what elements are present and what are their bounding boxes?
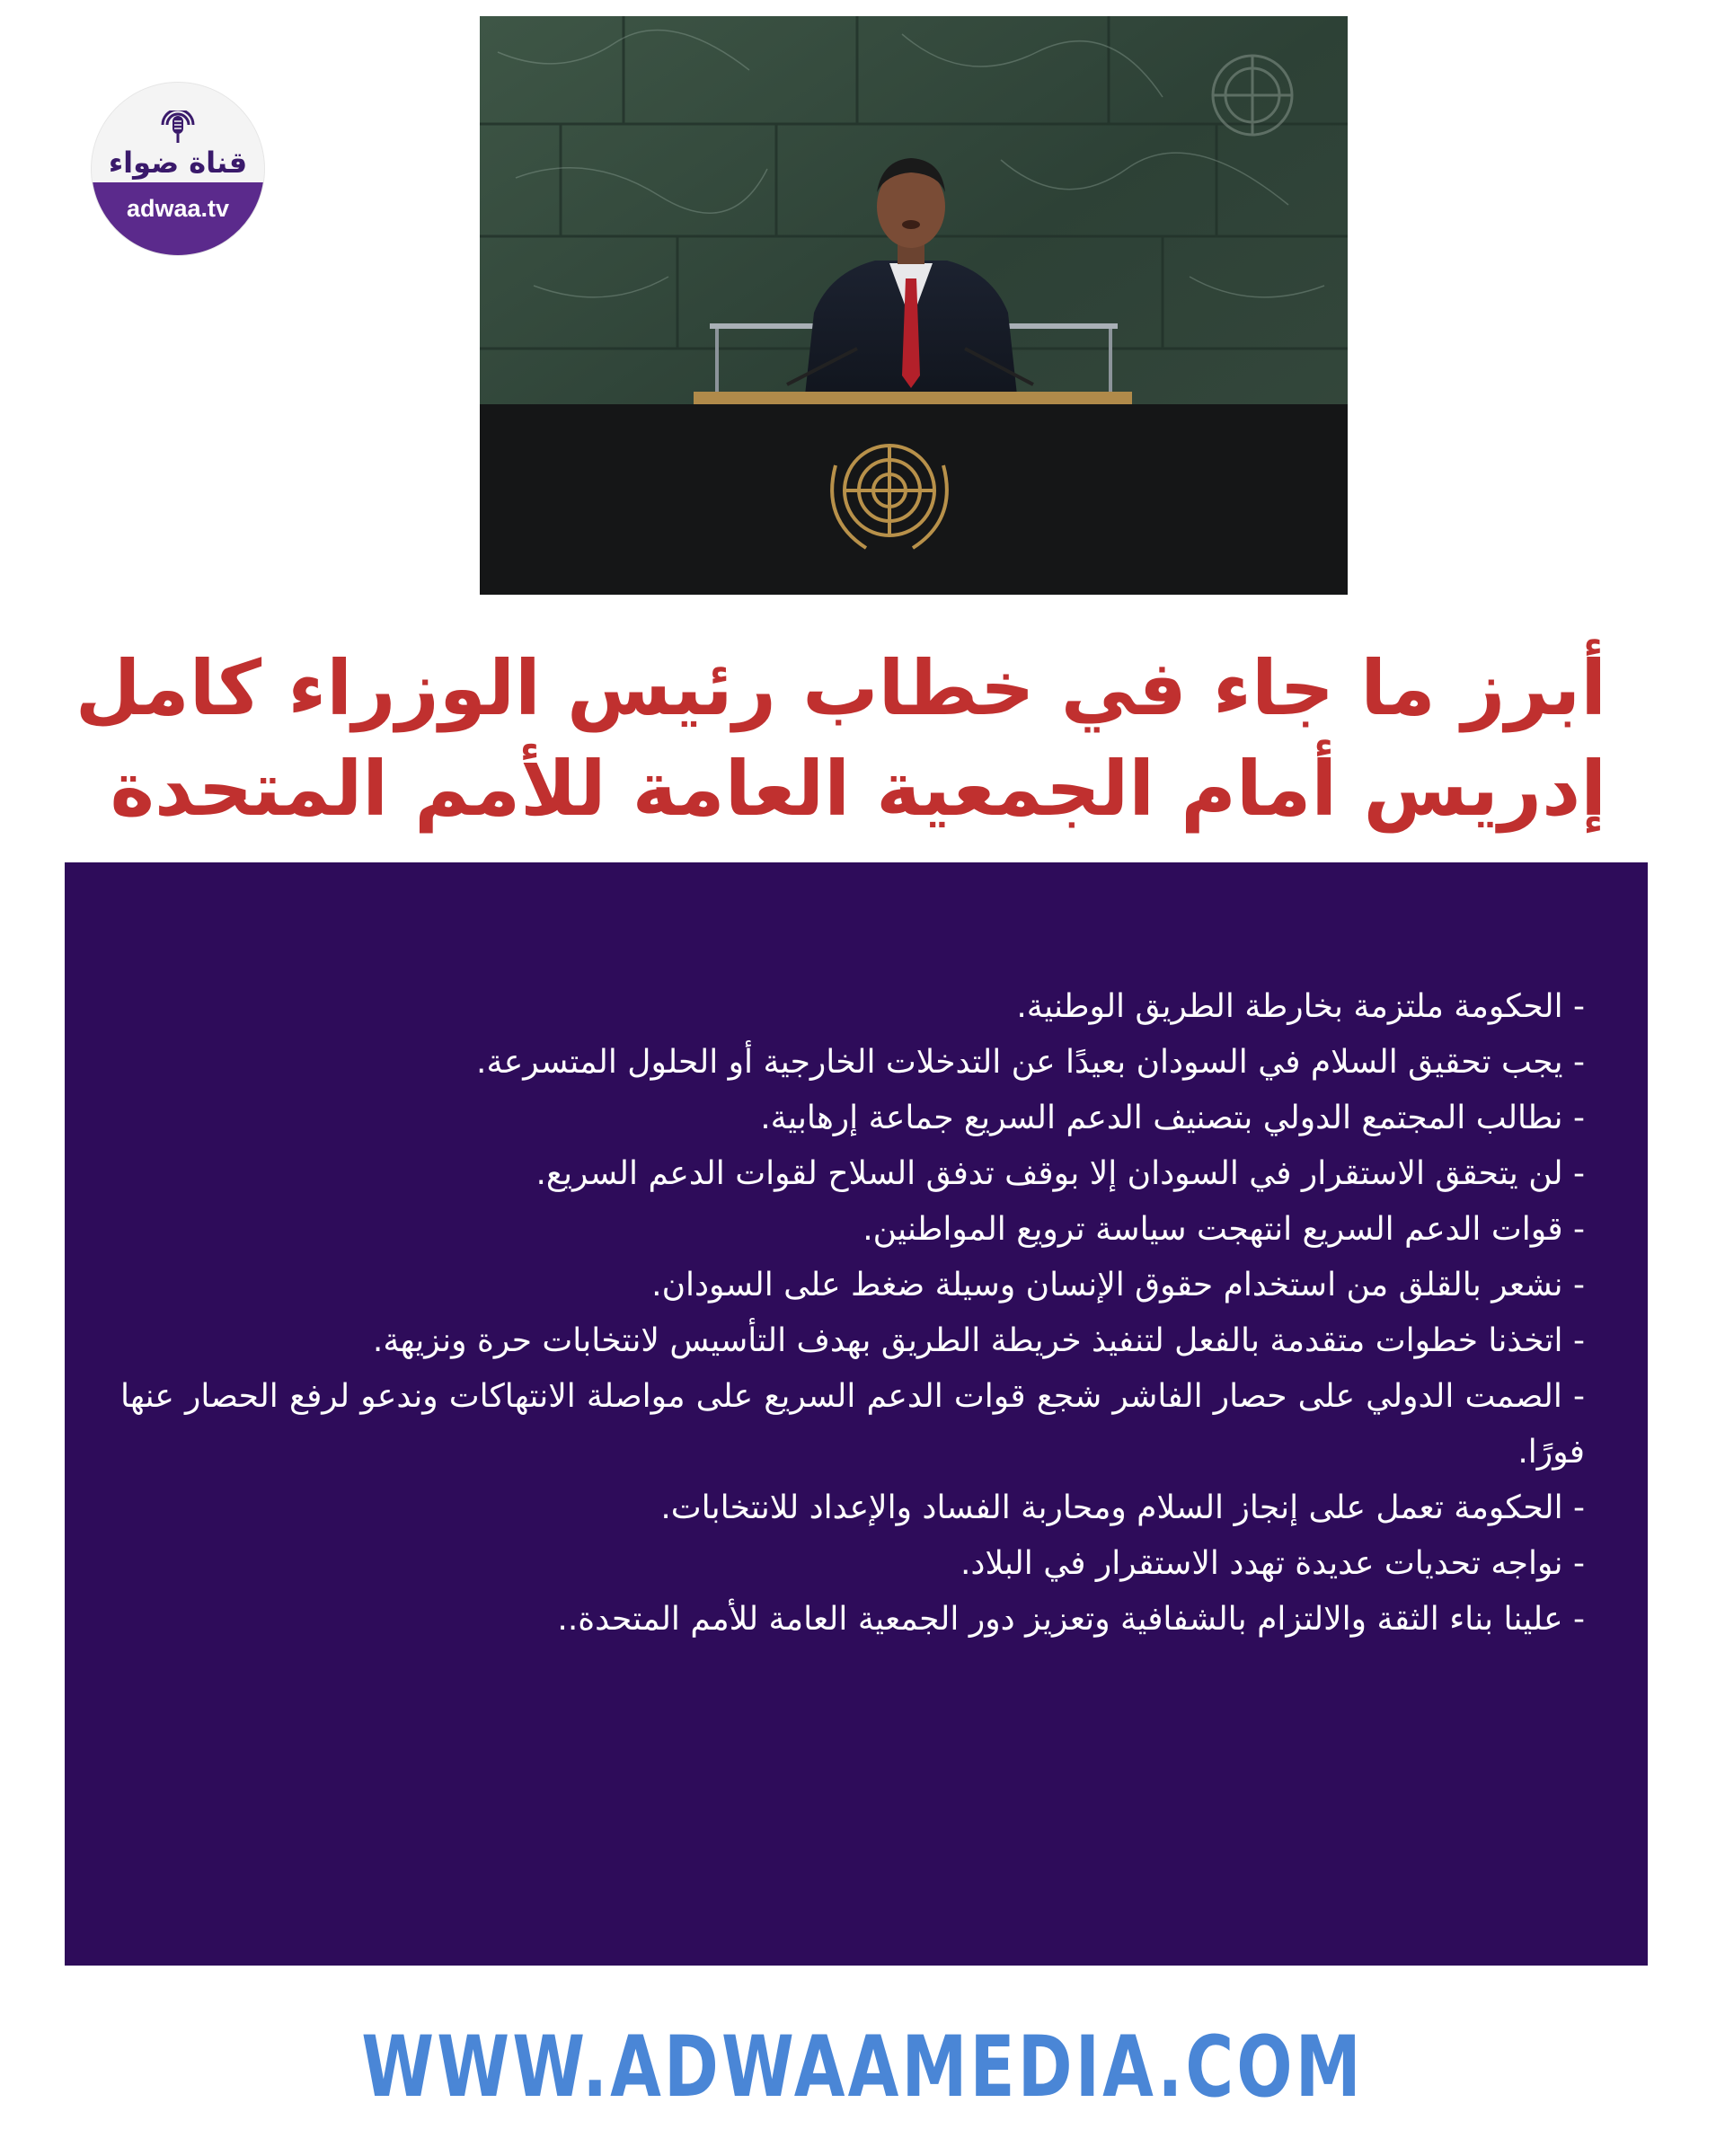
list-item: - قوات الدعم السريع انتهجت سياسة ترويع المواطنين. — [862, 1211, 1585, 1248]
logo-name: قناة ضواء — [108, 146, 248, 181]
website-url[interactable]: WWW.ADWAAMEDIA.COM — [361, 2019, 1364, 2116]
speaker-photo — [480, 16, 1348, 595]
list-item: - نواجه تحديات عديدة تهدد الاستقرار في البلاد. — [960, 1545, 1585, 1582]
logo-domain: adwaa.tv — [126, 195, 230, 223]
list-item: - علينا بناء الثقة والالتزام بالشفافية وتعزيز دور الجمعية العامة للأمم المتحدة.. — [557, 1601, 1585, 1638]
list-item: - الصمت الدولي على حصار الفاشر شجع قوات الدعم السريع على مواصلة الانتهاكات وندعو لرفع الحصار عنها فورًا. — [120, 1378, 1585, 1471]
list-item: - الحكومة ملتزمة بخارطة الطريق الوطنية. — [1016, 988, 1585, 1025]
headline-line-2: إدريس أمام الجمعية العامة للأمم المتحدة — [110, 745, 1606, 833]
list-item: - يجب تحقيق السلام في السودان بعيدًا عن التدخلات الخارجية أو الحلول المتسرعة. — [476, 1044, 1585, 1081]
list-item: - لن يتحقق الاستقرار في السودان إلا بوقف تدفق السلاح لقوات الدعم السريع. — [535, 1155, 1585, 1192]
list-item: - الحكومة تعمل على إنجاز السلام ومحاربة الفساد والإعداد للانتخابات. — [660, 1489, 1585, 1526]
highlights-list — [120, 979, 1585, 1648]
microphone-icon — [157, 110, 199, 146]
headline — [72, 638, 1606, 839]
headline-line-1: أبرز ما جاء في خطاب رئيس الوزراء كامل — [75, 644, 1606, 732]
un-emblem-icon — [1213, 56, 1292, 135]
logo-bottom-band — [92, 182, 264, 255]
highlights-box — [65, 862, 1648, 1966]
list-item: - نطالب المجتمع الدولي بتصنيف الدعم السريع جماعة إرهابية. — [760, 1100, 1585, 1136]
list-item: - نشعر بالقلق من استخدام حقوق الإنسان وسيلة ضغط على السودان. — [651, 1267, 1585, 1303]
channel-logo — [92, 83, 264, 255]
list-item: - اتخذنا خطوات متقدمة بالفعل لتنفيذ خريطة الطريق بهدف التأسيس لانتخابات حرة ونزيهة. — [372, 1322, 1585, 1359]
logo-top — [92, 83, 264, 182]
